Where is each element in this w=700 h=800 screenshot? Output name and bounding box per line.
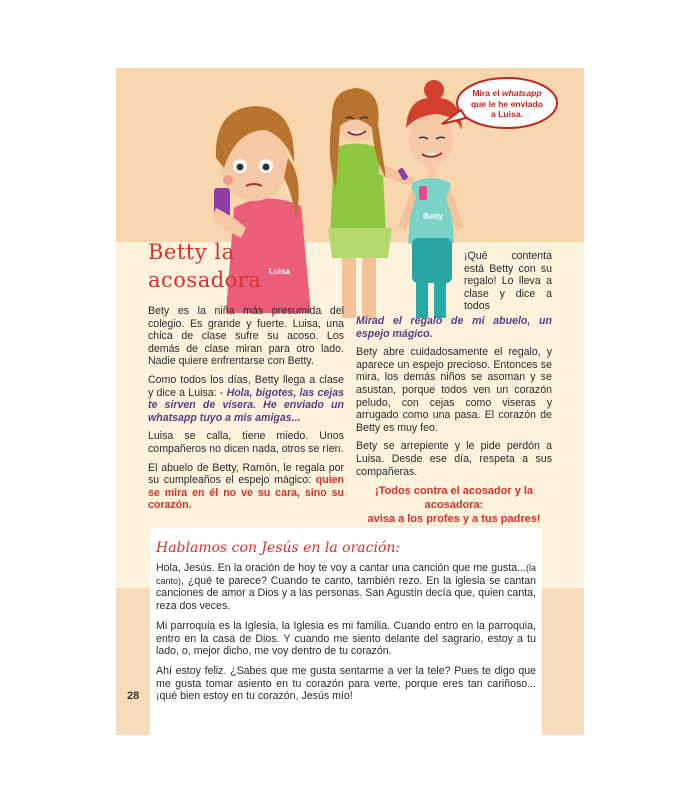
prayer-text [156,562,536,710]
prayer-paragraph: Mi parroquia es la Iglesia, la Iglesia es mi familia. Cuando entro en la parroquia, entro en la casa de Dios. Y cuando me siento delante del sagrario, estoy a tu lado, o, mejor dicho, me voy dentro de tu corazón. [156,619,536,658]
speech-bubble-text: Mira el whatsapp que le he enviado a Luisa. [470,88,544,119]
prayer-title: Hablamos con Jesús en la oración: [156,540,401,556]
prayer-paragraph: Ahí estoy feliz. ¿Sabes que me gusta sentarme a ver la tele? Pues te digo que me gusta tomar asiento en tu corazón para verte, porque eres tan cariñoso... ¡qué bien estoy en tu corazón, Jesús mío! [156,664,536,703]
story-paragraph: Bety abre cuidadosamente el regalo, y aparece un espejo precioso. Entonces se mira, los demás niños se asoman y se asustan, porque todos ven un corazón peludo, con cejas como viseras y arrugado como una pasa. El corazón de Betty es muy feo. [356,346,552,434]
story-paragraph: El abuelo de Betty, Ramón, le regala por su cumpleaños el espejo mágico: quien se mira en él no ve su cara, sino su corazón. [148,461,344,512]
prayer-paragraph: Hola, Jesús. En la oración de hoy te voy a cantar una canción que me gusta...(la canto), ¿qué te parece? Cuando te canto, también rezo. En la iglesia se cantan canciones de amor a Dios y a las personas. San Agustín decía que, quien canta, reza dos veces. [156,562,536,613]
story-paragraph: Bety se arrepiente y le pide perdón a Luisa. Desde ese día, respeta a sus compañeras. [356,440,552,478]
story-quote: Mirad el regalo de mi abuelo, un espejo mágico. [356,314,552,340]
story-right-column [356,250,552,547]
story-title: Betty la acosadora [148,240,262,292]
story-paragraph: ¡Qué contenta está Betty con su regalo! Lo lleva a clase y dice a todos [464,250,552,313]
luisa-label: Luisa [269,267,290,276]
betty-label: Betty [423,212,444,221]
story-paragraph: Como todos los días, Betty llega a clase y dice a Luisa: - Hola, bigotes, las cejas te sirven de visera. He enviado un whatsapp tuyo a mis amigas... [148,373,344,424]
page-number: 28 [127,690,140,702]
anti-bullying-slogan: ¡Todos contra el acosador y la acosadora: avisa a los profes y a tus padres! [367,485,541,526]
story-left-column [148,305,344,518]
story-paragraph: Luisa se calla, tiene miedo. Unos compañeros no dicen nada, otros se ríen. [148,430,344,455]
story-paragraph: Bety es la niña más presumida del colegio. Es grande y fuerte. Luisa, una chica de clase sufre su acoso. Los demás de clase miran para otro lado. Nadie quiere enfrentarse con Betty. [148,305,344,368]
